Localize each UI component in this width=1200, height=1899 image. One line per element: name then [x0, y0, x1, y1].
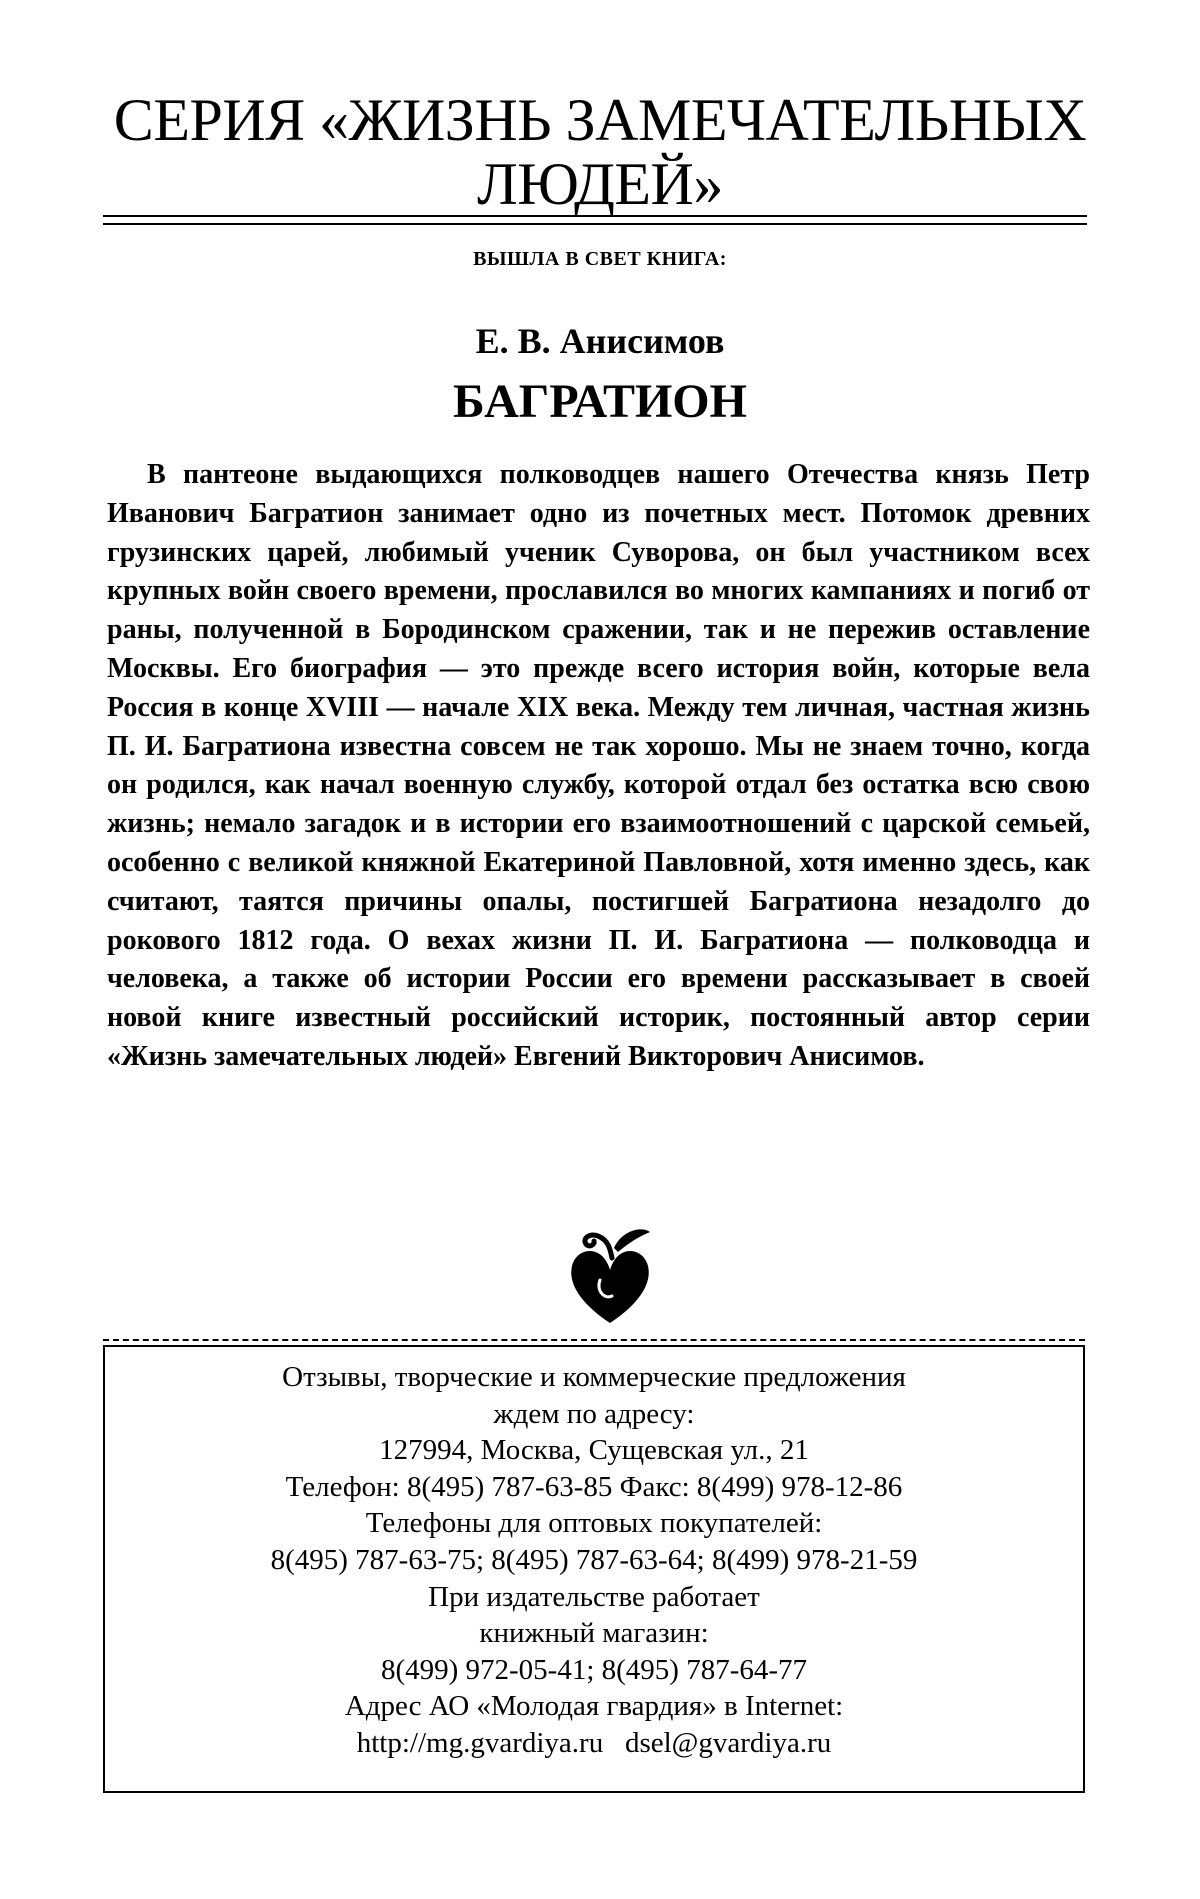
contact-web-email: http://mg.gvardiya.ru dsel@gvardiya.ru: [356, 1726, 832, 1759]
book-author: Е. В. Анисимов: [475, 321, 725, 361]
contact-store-phones: 8(499) 972-05-41; 8(495) 787-64-77: [380, 1653, 808, 1686]
series-title-line-2: ЛЮДЕЙ»: [477, 151, 723, 217]
contact-phone-fax: Телефон: 8(495) 787-63-85 Факс: 8(499) 978-12-86: [285, 1470, 903, 1503]
contact-line: При издательстве работает: [428, 1580, 760, 1613]
contact-box-top-rule: [103, 1339, 1085, 1341]
contact-line: ждем по адресу:: [493, 1397, 695, 1430]
series-title: [100, 88, 1100, 216]
contact-wholesale-phones: 8(495) 787-63-75; 8(495) 787-63-64; 8(499) 978-21-59: [270, 1543, 918, 1576]
series-title-line-1: СЕРИЯ «ЖИЗНЬ ЗАМЕЧАТЕЛЬНЫХ: [113, 87, 1087, 153]
publisher-contact-box: [103, 1345, 1085, 1793]
fleuron-ornament-icon: [560, 1218, 660, 1328]
contact-line: книжный магазин:: [479, 1617, 709, 1650]
header-double-rule: [103, 215, 1087, 225]
contact-line: Адрес АО «Молодая гвардия» в Internet:: [344, 1690, 844, 1723]
contact-address: 127994, Москва, Сущевская ул., 21: [379, 1434, 809, 1467]
book-title: БАГРАТИОН: [453, 375, 747, 428]
announcement-label: ВЫШЛА В СВЕТ КНИГА:: [473, 248, 727, 270]
contact-line: Телефоны для оптовых покупателей:: [365, 1507, 823, 1540]
book-description: В пантеоне выдающихся полководцев нашего Отечества князь Петр Иванович Багратион занимает одно из почетных мест. Потомок древних грузинских царей, любимый ученик Суворова, он был участником всех крупных войн своего времени, прославился во многих кампаниях и погиб от раны, полученной в Бородинском сражении, так и не пережив оставление Москвы. Его биография — это прежде всего история войн, которые вела Россия в конце XVIII — начале XIX века. Между тем личная, частная жизнь П. И. Багратиона известна совсем не так хорошо. Мы не знаем точно, когда он родился, как начал военную службу, которой отдал без остатка всю свою жизнь; немало загадок и в истории его взаимоотношений с царской семьей, особенно с великой княжной Екатериной Павловной, хотя именно здесь, как считают, таятся причины опалы, постигшей Багратиона незадолго до рокового 1812 года. О вехах жизни П. И. Багратиона — полководца и человека, а также об истории России его времени рассказывает в своей новой книге известный российский историк, постоянный автор серии «Жизнь замечательных людей» Евгений Викторович Анисимов.: [107, 459, 1090, 1072]
contact-line: Отзывы, творческие и коммерческие предложения: [282, 1361, 906, 1393]
